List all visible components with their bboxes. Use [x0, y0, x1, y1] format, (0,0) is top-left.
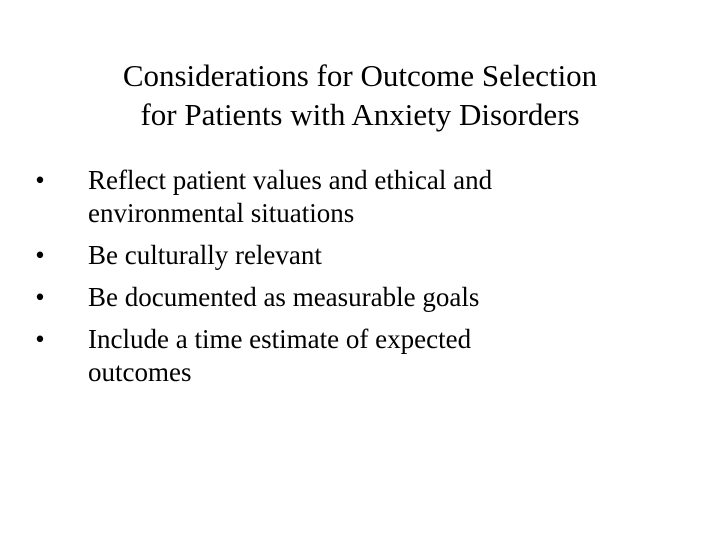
bullet-item [22, 239, 682, 272]
bullet-icon: • [35, 282, 45, 312]
bullet-item [22, 164, 682, 230]
bullet-text-line: Be documented as measurable goals [88, 282, 480, 312]
title-line-2: for Patients with Anxiety Disorders [140, 97, 580, 132]
bullet-text-line: environmental situations [88, 198, 355, 228]
bullet-icon: • [35, 165, 45, 195]
slide-title [40, 56, 680, 134]
bullet-item [22, 281, 682, 314]
bullet-text-line: outcomes [88, 357, 192, 387]
bullet-icon: • [35, 240, 45, 270]
bullet-item [22, 323, 682, 389]
bullet-text-line: Reflect patient values and ethical and [88, 165, 493, 195]
bullet-icon: • [35, 324, 45, 354]
bullet-text-line: Include a time estimate of expected [88, 324, 472, 354]
bullet-list [22, 164, 682, 389]
title-line-1: Considerations for Outcome Selection [122, 58, 598, 93]
bullet-text-line: Be culturally relevant [88, 240, 322, 270]
